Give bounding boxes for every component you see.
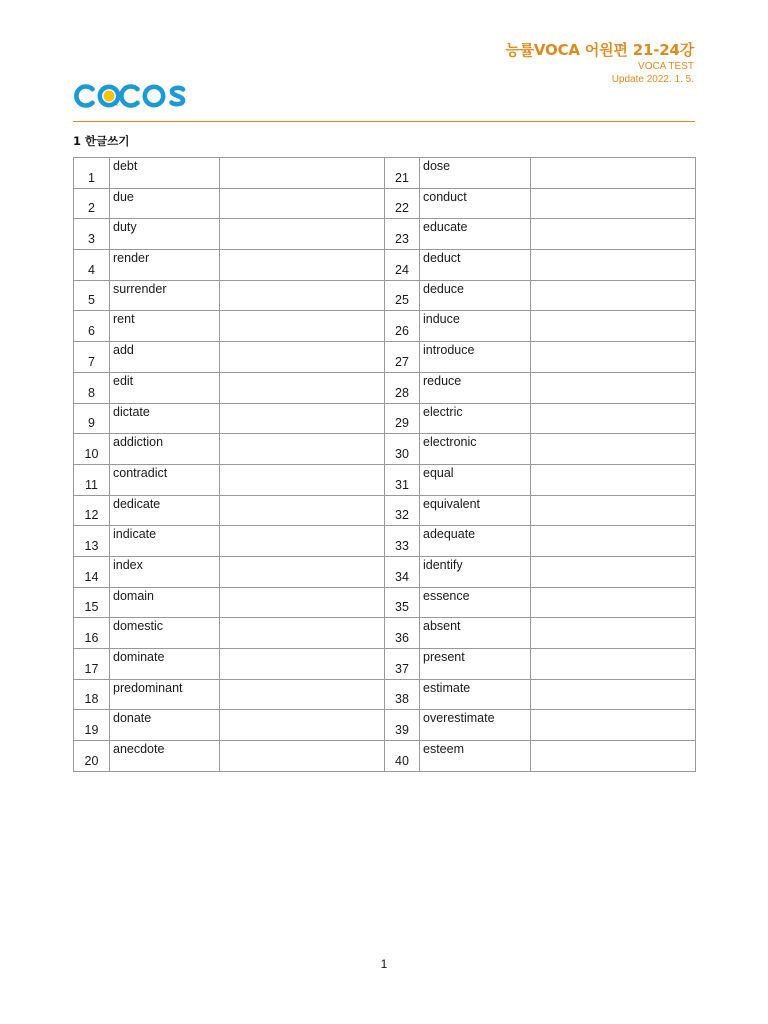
table-row (74, 649, 696, 680)
answer-field[interactable] (531, 280, 696, 311)
answer-field[interactable] (531, 679, 696, 710)
vocab-word: esteem (420, 741, 531, 772)
answer-field[interactable] (531, 219, 696, 250)
table-row (74, 434, 696, 465)
answer-field[interactable] (220, 556, 385, 587)
answer-field[interactable] (220, 710, 385, 741)
row-number: 13 (74, 526, 110, 557)
vocab-word: due (110, 188, 220, 219)
vocab-word: edit (110, 372, 220, 403)
answer-field[interactable] (531, 403, 696, 434)
vocab-word: render (110, 250, 220, 281)
vocab-word: addiction (110, 434, 220, 465)
row-number: 19 (74, 710, 110, 741)
vocab-word: present (420, 649, 531, 680)
vocab-word: identify (420, 556, 531, 587)
answer-field[interactable] (531, 556, 696, 587)
answer-field[interactable] (220, 495, 385, 526)
vocab-word: dose (420, 158, 531, 189)
vocab-word: indicate (110, 526, 220, 557)
vocab-word: equivalent (420, 495, 531, 526)
table-row (74, 587, 696, 618)
answer-field[interactable] (531, 741, 696, 772)
row-number: 29 (385, 403, 420, 434)
answer-field[interactable] (531, 464, 696, 495)
page-number: 1 (380, 957, 388, 971)
answer-field[interactable] (531, 311, 696, 342)
vocab-word: contradict (110, 464, 220, 495)
row-number: 4 (74, 250, 110, 281)
table-row (74, 403, 696, 434)
row-number: 38 (385, 679, 420, 710)
table-row (74, 158, 696, 189)
row-number: 10 (74, 434, 110, 465)
row-number: 3 (74, 219, 110, 250)
vocab-word: introduce (420, 342, 531, 373)
answer-field[interactable] (531, 710, 696, 741)
vocab-word: absent (420, 618, 531, 649)
answer-field[interactable] (531, 649, 696, 680)
document-title: 능률VOCA 어원편 21-24강 (505, 41, 694, 59)
row-number: 26 (385, 311, 420, 342)
table-row (74, 710, 696, 741)
table-row (74, 280, 696, 311)
table-row (74, 311, 696, 342)
vocab-word: add (110, 342, 220, 373)
vocab-word: duty (110, 219, 220, 250)
vocab-word: estimate (420, 679, 531, 710)
vocab-word: rent (110, 311, 220, 342)
row-number: 30 (385, 434, 420, 465)
vocab-word: conduct (420, 188, 531, 219)
row-number: 14 (74, 556, 110, 587)
row-number: 18 (74, 679, 110, 710)
row-number: 33 (385, 526, 420, 557)
vocab-word: electric (420, 403, 531, 434)
table-row (74, 188, 696, 219)
row-number: 32 (385, 495, 420, 526)
answer-field[interactable] (531, 434, 696, 465)
answer-field[interactable] (220, 372, 385, 403)
table-row (74, 342, 696, 373)
answer-field[interactable] (220, 679, 385, 710)
vocab-word: donate (110, 710, 220, 741)
table-row (74, 618, 696, 649)
row-number: 39 (385, 710, 420, 741)
row-number: 21 (385, 158, 420, 189)
table-row (74, 250, 696, 281)
answer-field[interactable] (531, 495, 696, 526)
document-subtitle: VOCA TEST (638, 61, 694, 72)
row-number: 1 (74, 158, 110, 189)
answer-field[interactable] (531, 618, 696, 649)
vocab-word: reduce (420, 372, 531, 403)
document-header (505, 40, 694, 86)
vocab-word: dominate (110, 649, 220, 680)
row-number: 23 (385, 219, 420, 250)
answer-field[interactable] (220, 342, 385, 373)
vocab-table (73, 157, 696, 772)
row-number: 7 (74, 342, 110, 373)
vocab-word: adequate (420, 526, 531, 557)
answer-field[interactable] (531, 188, 696, 219)
row-number: 40 (385, 741, 420, 772)
row-number: 20 (74, 741, 110, 772)
vocab-word: deduce (420, 280, 531, 311)
vocab-word: predominant (110, 679, 220, 710)
row-number: 31 (385, 464, 420, 495)
vocab-word: domain (110, 587, 220, 618)
table-row (74, 219, 696, 250)
row-number: 24 (385, 250, 420, 281)
vocab-word: equal (420, 464, 531, 495)
table-row (74, 495, 696, 526)
row-number: 6 (74, 311, 110, 342)
vocab-word: induce (420, 311, 531, 342)
answer-field[interactable] (220, 464, 385, 495)
row-number: 11 (74, 464, 110, 495)
answer-field[interactable] (220, 403, 385, 434)
answer-field[interactable] (531, 526, 696, 557)
answer-field[interactable] (531, 158, 696, 189)
vocab-word: surrender (110, 280, 220, 311)
answer-field[interactable] (220, 250, 385, 281)
row-number: 37 (385, 649, 420, 680)
vocab-word: essence (420, 587, 531, 618)
row-number: 36 (385, 618, 420, 649)
vocab-word: overestimate (420, 710, 531, 741)
answer-field[interactable] (531, 372, 696, 403)
row-number: 2 (74, 188, 110, 219)
answer-field[interactable] (220, 618, 385, 649)
table-row (74, 679, 696, 710)
update-date: Update 2022. 1. 5. (611, 74, 694, 85)
vocab-word: index (110, 556, 220, 587)
answer-field[interactable] (220, 280, 385, 311)
vocab-word: dedicate (110, 495, 220, 526)
answer-field[interactable] (220, 587, 385, 618)
row-number: 8 (74, 372, 110, 403)
answer-field[interactable] (220, 741, 385, 772)
vocab-word: electronic (420, 434, 531, 465)
answer-field[interactable] (220, 649, 385, 680)
row-number: 12 (74, 495, 110, 526)
row-number: 15 (74, 587, 110, 618)
vocab-word: deduct (420, 250, 531, 281)
row-number: 27 (385, 342, 420, 373)
row-number: 9 (74, 403, 110, 434)
vocab-word: anecdote (110, 741, 220, 772)
row-number: 34 (385, 556, 420, 587)
answer-field[interactable] (220, 219, 385, 250)
table-row (74, 526, 696, 557)
row-number: 5 (74, 280, 110, 311)
row-number: 22 (385, 188, 420, 219)
row-number: 17 (74, 649, 110, 680)
vocab-word: educate (420, 219, 531, 250)
answer-field[interactable] (220, 158, 385, 189)
row-number: 25 (385, 280, 420, 311)
answer-field[interactable] (531, 342, 696, 373)
answer-field[interactable] (531, 587, 696, 618)
table-row (74, 741, 696, 772)
row-number: 16 (74, 618, 110, 649)
answer-field[interactable] (220, 188, 385, 219)
table-row (74, 556, 696, 587)
answer-field[interactable] (220, 311, 385, 342)
table-row (74, 464, 696, 495)
vocab-word: domestic (110, 618, 220, 649)
answer-field[interactable] (220, 434, 385, 465)
answer-field[interactable] (531, 250, 696, 281)
vocab-word: dictate (110, 403, 220, 434)
row-number: 28 (385, 372, 420, 403)
answer-field[interactable] (220, 526, 385, 557)
cocos-logo (71, 80, 187, 112)
vocab-word: debt (110, 158, 220, 189)
table-row (74, 372, 696, 403)
header-divider (73, 121, 695, 122)
row-number: 35 (385, 587, 420, 618)
section-title: 1 한글쓰기 (73, 134, 130, 148)
